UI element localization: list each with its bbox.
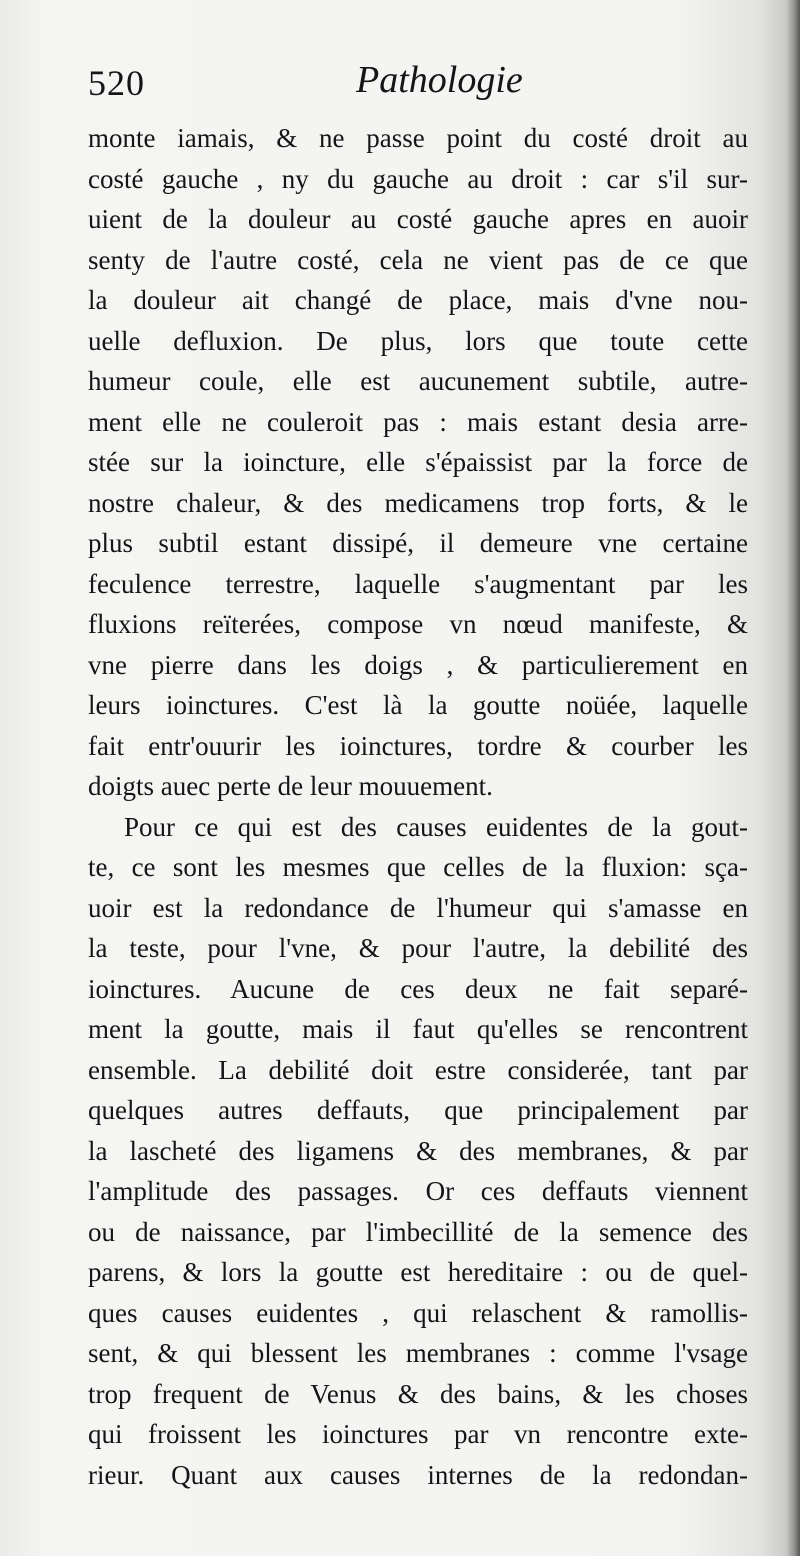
text-line: humeur coule, elle est aucunement subtile, autre- <box>88 366 748 396</box>
text-line: ou de naissance, par l'imbecillité de la semence des <box>88 1216 748 1247</box>
text-line: ques causes euidentes , qui relaschent & ramollis- <box>88 1297 748 1328</box>
text-line: fluxions reïterées, compose vn nœud manifeste, & <box>88 609 748 639</box>
text-line: ioinctures. Aucune de ces deux ne fait separé- <box>88 973 748 1004</box>
text-line: senty de l'autre costé, cela ne vient pas de ce que <box>88 244 748 275</box>
text-line: rieur. Quant aux causes internes de la redondan- <box>88 1459 748 1490</box>
text-line: trop frequent de Venus & des bains, & les choses <box>88 1378 748 1409</box>
text-line: uelle defluxion. De plus, lors que toute cette <box>88 325 748 356</box>
text-line: plus subtil estant dissipé, il demeure vne certaine <box>88 528 748 558</box>
text-line: costé gauche , ny du gauche au droit : car s'il sur- <box>88 163 748 194</box>
text-line: vne pierre dans les doigs , & particulierement en <box>88 649 748 680</box>
text-line: ment la goutte, mais il faut qu'elles se rencontrent <box>88 1014 748 1044</box>
text-line: monte iamais, & ne passe point du costé droit au <box>88 123 748 153</box>
body-text <box>88 118 748 1495</box>
text-line: leurs ioinctures. C'est là la goutte noüée, laquelle <box>88 690 748 720</box>
text-line: l'amplitude des passages. Or ces deffauts viennent <box>88 1176 748 1206</box>
page-number: 520 <box>88 63 145 103</box>
text-line: la teste, pour l'vne, & pour l'autre, la debilité des <box>88 933 748 963</box>
text-line: uient de la douleur au costé gauche apres en auoir <box>88 204 748 234</box>
page-header <box>88 59 748 112</box>
text-line: la douleur ait changé de place, mais d'vne nou- <box>88 285 748 315</box>
text-line: te, ce sont les mesmes que celles de la fluxion: sça- <box>88 852 748 882</box>
text-line: doigts auec perte de leur mouuement. <box>88 771 493 801</box>
text-line: la lascheté des ligamens & des membranes, & par <box>88 1135 748 1166</box>
text-line: feculence terrestre, laquelle s'augmentant par les <box>88 568 748 599</box>
text-line: nostre chaleur, & des medicamens trop forts, & le <box>88 487 748 518</box>
text-line: uoir est la redondance de l'humeur qui s'amasse en <box>88 892 748 923</box>
running-head: Pathologie <box>356 59 523 101</box>
text-line: stée sur la ioincture, elle s'épaissist par la force de <box>88 447 748 477</box>
text-line: parens, & lors la goutte est hereditaire : ou de quel- <box>88 1257 748 1287</box>
text-line: quelques autres deffauts, que principalement par <box>88 1095 748 1125</box>
paragraph-first-line: Pour ce qui est des causes euidentes de la gout- <box>124 811 748 842</box>
page-edge-shadow <box>786 0 800 1556</box>
text-line: ment elle ne couleroit pas : mais estant desia arre- <box>88 406 748 437</box>
text-line: sent, & qui blessent les membranes : comme l'vsage <box>88 1338 748 1368</box>
text-line: qui froissent les ioinctures par vn rencontre exte- <box>88 1419 748 1449</box>
text-line: ensemble. La debilité doit estre considerée, tant par <box>88 1054 748 1085</box>
text-line: fait entr'ouurir les ioinctures, tordre & courber les <box>88 730 748 761</box>
